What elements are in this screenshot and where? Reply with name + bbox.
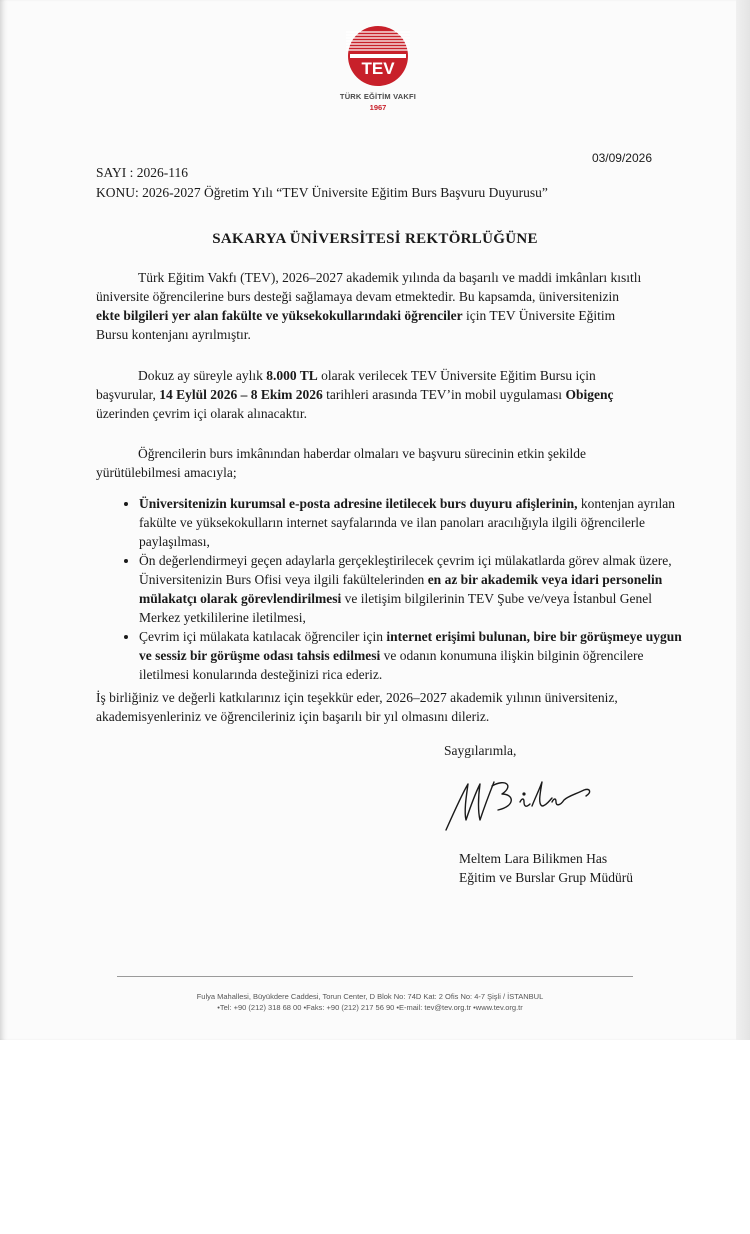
paragraph-2-text-2: olarak verilecek TEV Üniversite Eğitim Bursu için başvurular,: [96, 368, 596, 402]
paragraph-1: [96, 268, 642, 344]
paragraph-4: İş birliğiniz ve değerli katkılarınız için teşekkür eder, 2026–2027 akademik yılının üniversiteniz, akademisyenleriniz ve öğrencileriniz için başarılı bir yıl olmasını dileriz.: [96, 690, 618, 724]
signer-title: Eğitim ve Burslar Grup Müdürü: [459, 870, 633, 885]
tev-emblem-icon: [346, 24, 410, 88]
page-edge: [736, 0, 750, 1040]
list-item-text: kontenjan ayrılan fakülte ve yüksekokulların internet sayfalarında ve ilan panoları aracılığıyla ilgili öğrencilerle paylaşılması,: [139, 496, 675, 549]
list-item-text-end: ve iletişim bilgilerinin TEV Şube ve/veya İstanbul Genel Merkez yetkililerine iletilmesi,: [139, 591, 652, 625]
tev-logo: [318, 24, 438, 112]
sayi-value: : 2026-116: [129, 165, 189, 180]
paragraph-2-text-3: tarihleri arasında TEV’in mobil uygulaması: [322, 387, 566, 402]
paragraph-1-bold: ekte bilgileri yer alan fakülte ve yüksekokullarındaki öğrenciler: [96, 308, 463, 323]
list-item-text: Çevrim içi mülakata katılacak öğrenciler için: [139, 629, 387, 644]
paragraph-2-text: Dokuz ay süreyle aylık: [138, 368, 267, 383]
request-list: [96, 494, 691, 684]
letter-date: 03/09/2026: [591, 151, 652, 165]
konu-value: : 2026-2027 Öğretim Yılı “TEV Üniversite Eğitim Burs Başvuru Duyurusu”: [135, 185, 548, 200]
svg-text:TEV: TEV: [361, 59, 395, 78]
list-item-bold: internet erişimi bulunan, bire bir görüşmeye uygun ve sessiz bir görüşme odası tahsis edilmesi: [139, 629, 682, 663]
list-item-bold: Üniversitenizin kurumsal e-posta adresine iletilecek burs duyuru afişlerinin,: [139, 496, 578, 511]
app-name: Obigenç: [565, 387, 614, 402]
paragraph-3: Öğrencilerin burs imkânından haberdar olmaları ve başvuru sürecinin etkin şekilde yürütülebilmesi amacıyla;: [96, 446, 586, 480]
footer-contact: •Tel: +90 (212) 318 68 00 •Faks: +90 (212) 217 56 90 •E-mail: tev@tev.org.tr •www.tev.org.tr: [217, 1003, 523, 1012]
sayi-line: [96, 165, 188, 181]
list-item: [139, 494, 691, 551]
logo-org-name: TÜRK EĞİTİM VAKFI: [339, 92, 417, 101]
logo-year: 1967: [369, 103, 387, 112]
list-item-text-end: ve odanın konumuna ilişkin bilginin öğrencilere iletilmesi konularında desteğinizi rica ederiz.: [139, 648, 644, 682]
sayi-label: SAYI: [96, 165, 127, 180]
burs-amount: 8.000 TL: [266, 368, 318, 383]
footer-divider: [117, 976, 633, 977]
recipient-heading: SAKARYA ÜNİVERSİTESİ REKTÖRLÜĞÜNE: [212, 231, 538, 247]
konu-label: KONU: [96, 185, 135, 200]
list-item-text: Ön değerlendirmeyi geçen adaylarla gerçekleştirilecek çevrim içi mülakatlarda görev almak üzere, Üniversitenizin Burs Ofisi veya ilgili fakültelerinden: [139, 553, 672, 587]
signer-block: [459, 849, 633, 887]
paragraph-1-text-end: için TEV Üniversite Eğitim Bursu kontenjanı ayrılmıştır.: [96, 308, 616, 342]
list-item: [139, 551, 691, 627]
list-item-bold: en az bir akademik veya idari personelin mülakatçı olarak görevlendirilmesi: [139, 572, 663, 606]
list-item: [139, 627, 691, 684]
application-dates: 14 Eylül 2026 – 8 Ekim 2026: [159, 387, 323, 402]
paragraph-2: [96, 366, 642, 423]
footer-address: Fulya Mahallesi, Büyükdere Caddesi, Torun Center, D Blok No: 74D Kat: 2 Ofis No: 4-7 Şişli / İSTANBUL: [196, 992, 544, 1001]
paragraph-2-text-4: üzerinden çevrim içi olarak alınacaktır.: [96, 406, 308, 421]
handwritten-signature: [440, 772, 600, 841]
signer-name: Meltem Lara Bilikmen Has: [459, 851, 608, 866]
paragraph-1-text: Türk Eğitim Vakfı (TEV), 2026–2027 akademik yılında da başarılı ve maddi imkânları kısıtlı üniversite öğrencilerine burs desteği sağlamaya devam etmektedir. Bu kapsamda, üniversitenizin: [96, 270, 642, 304]
konu-line: [96, 185, 548, 201]
closing-salutation: Saygılarımla,: [444, 743, 517, 758]
